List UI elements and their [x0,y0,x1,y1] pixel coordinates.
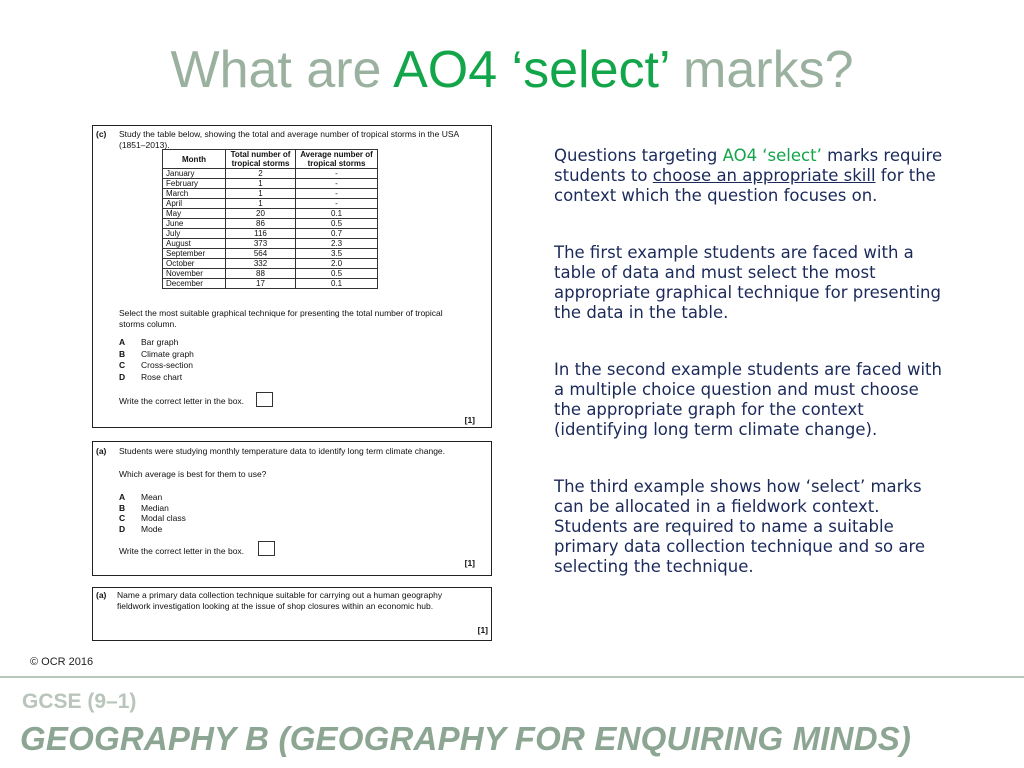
table-cell: 2.3 [296,239,378,249]
question-1-box [92,125,492,428]
q2-answer-box[interactable] [258,541,275,556]
table-cell: February [163,179,226,189]
table-cell: 0.1 [296,209,378,219]
option-d: D Mode [119,523,163,534]
table-row [163,279,378,289]
table-cell: 0.7 [296,229,378,239]
table-cell: 88 [226,269,296,279]
table-cell: 17 [226,279,296,289]
option-b: B Climate graph [119,348,194,359]
paragraph-4: The third example shows how ‘select’ marks can be allocated in a fieldwork context. Students are required to name a suitable primary data collection technique and so are selecting the technique. [554,477,926,576]
table-cell: - [296,189,378,199]
table-cell: 564 [226,249,296,259]
copyright: © OCR 2016 [30,656,94,668]
table-row [163,269,378,279]
table-cell: 0.1 [296,279,378,289]
table-row [163,259,378,269]
option-a: A Mean [119,492,163,502]
paragraph-2: The first example students are faced with a table of data and must select the most appropriate graphical technique for presenting the data in the table. [554,243,941,322]
q1-write-instruction: Write the correct letter in the box. [119,396,245,406]
table-cell: July [163,229,226,239]
q2-intro: Students were studying monthly temperature data to identify long term climate change. [119,446,446,456]
q2-label: (a) [96,446,107,456]
table-cell: 0.5 [296,269,378,279]
table-row [163,209,378,219]
slide-title [0,40,1024,100]
table-cell: March [163,189,226,199]
option-a: A Bar graph [119,337,179,347]
table-cell: November [163,269,226,279]
table-cell: June [163,219,226,229]
question-3-box [92,587,492,641]
table-cell: September [163,249,226,259]
option-c: C Modal class [119,513,186,523]
q1-instruction: Select the most suitable graphical technique for presenting the total number of tropical storms column. [119,308,443,329]
table-header: Total number of tropical storms [226,150,296,169]
explanation-text [554,146,944,614]
table-row [163,229,378,239]
footer-divider [0,676,1024,678]
table-header-row [163,150,378,169]
q2-write-instruction: Write the correct letter in the box. [119,546,245,556]
option-b: B Median [119,502,169,513]
table-cell: 373 [226,239,296,249]
q3-text: Name a primary data collection technique suitable for carrying out a human geography fieldwork investigation looking at the issue of shop closures within an economic hub. [117,590,443,611]
table-row [163,169,378,179]
table-cell: 86 [226,219,296,229]
table-cell: January [163,169,226,179]
underlined-phrase: choose an appropriate skill [652,166,876,185]
table-cell: - [296,179,378,189]
title-post: marks? [668,41,854,99]
paragraph-3: In the second example students are faced with a multiple choice question and must choose the appropriate graph for the context (identifying long term climate change). [554,360,942,439]
table-cell: October [163,259,226,269]
table-cell: 1 [226,199,296,209]
title-pre: What are [170,41,394,99]
paragraph-1: Questions targeting AO4 ‘select’ marks require students to choose an appropriate skill for the context which the question focuses on. [554,146,943,205]
q2-options [119,492,186,534]
footer-subject: GEOGRAPHY B (GEOGRAPHY FOR ENQUIRING MINDS) [20,720,912,757]
option-c: C Cross-section [119,360,193,370]
option-d: D Rose chart [119,371,183,382]
table-row [163,249,378,259]
footer-course: GCSE (9–1) [22,690,137,713]
q1-marks: [1] [464,415,475,425]
q3-label: (a) [96,590,107,600]
table-cell: April [163,199,226,209]
q2-marks: [1] [464,558,475,568]
table-cell: 0.5 [296,219,378,229]
table-cell: August [163,239,226,249]
table-row [163,199,378,209]
q1-options [119,337,194,383]
table-header: Month [163,150,226,169]
q1-answer-box[interactable] [256,392,273,407]
table-header: Average number of tropical storms [296,150,378,169]
q1-intro: Study the table below, showing the total and average number of tropical storms in the USA (1851–2013). [119,129,459,150]
storms-table [162,149,378,289]
table-cell: 1 [226,179,296,189]
table-cell: - [296,169,378,179]
table-row [163,219,378,229]
table-row [163,189,378,199]
q3-marks: [1] [477,625,488,635]
q2-question: Which average is best for them to use? [119,469,267,479]
table-cell: 1 [226,189,296,199]
table-cell: May [163,209,226,219]
table-cell: 2 [226,169,296,179]
table-cell: December [163,279,226,289]
table-cell: 332 [226,259,296,269]
q1-label: (c) [96,129,107,139]
table-row [163,179,378,189]
table-cell: - [296,199,378,209]
question-2-box [92,441,492,576]
table-cell: 20 [226,209,296,219]
title-highlight: AO4 ‘select’ [393,41,669,99]
table-cell: 3.5 [296,249,378,259]
table-cell: 2.0 [296,259,378,269]
table-cell: 116 [226,229,296,239]
table-row [163,239,378,249]
